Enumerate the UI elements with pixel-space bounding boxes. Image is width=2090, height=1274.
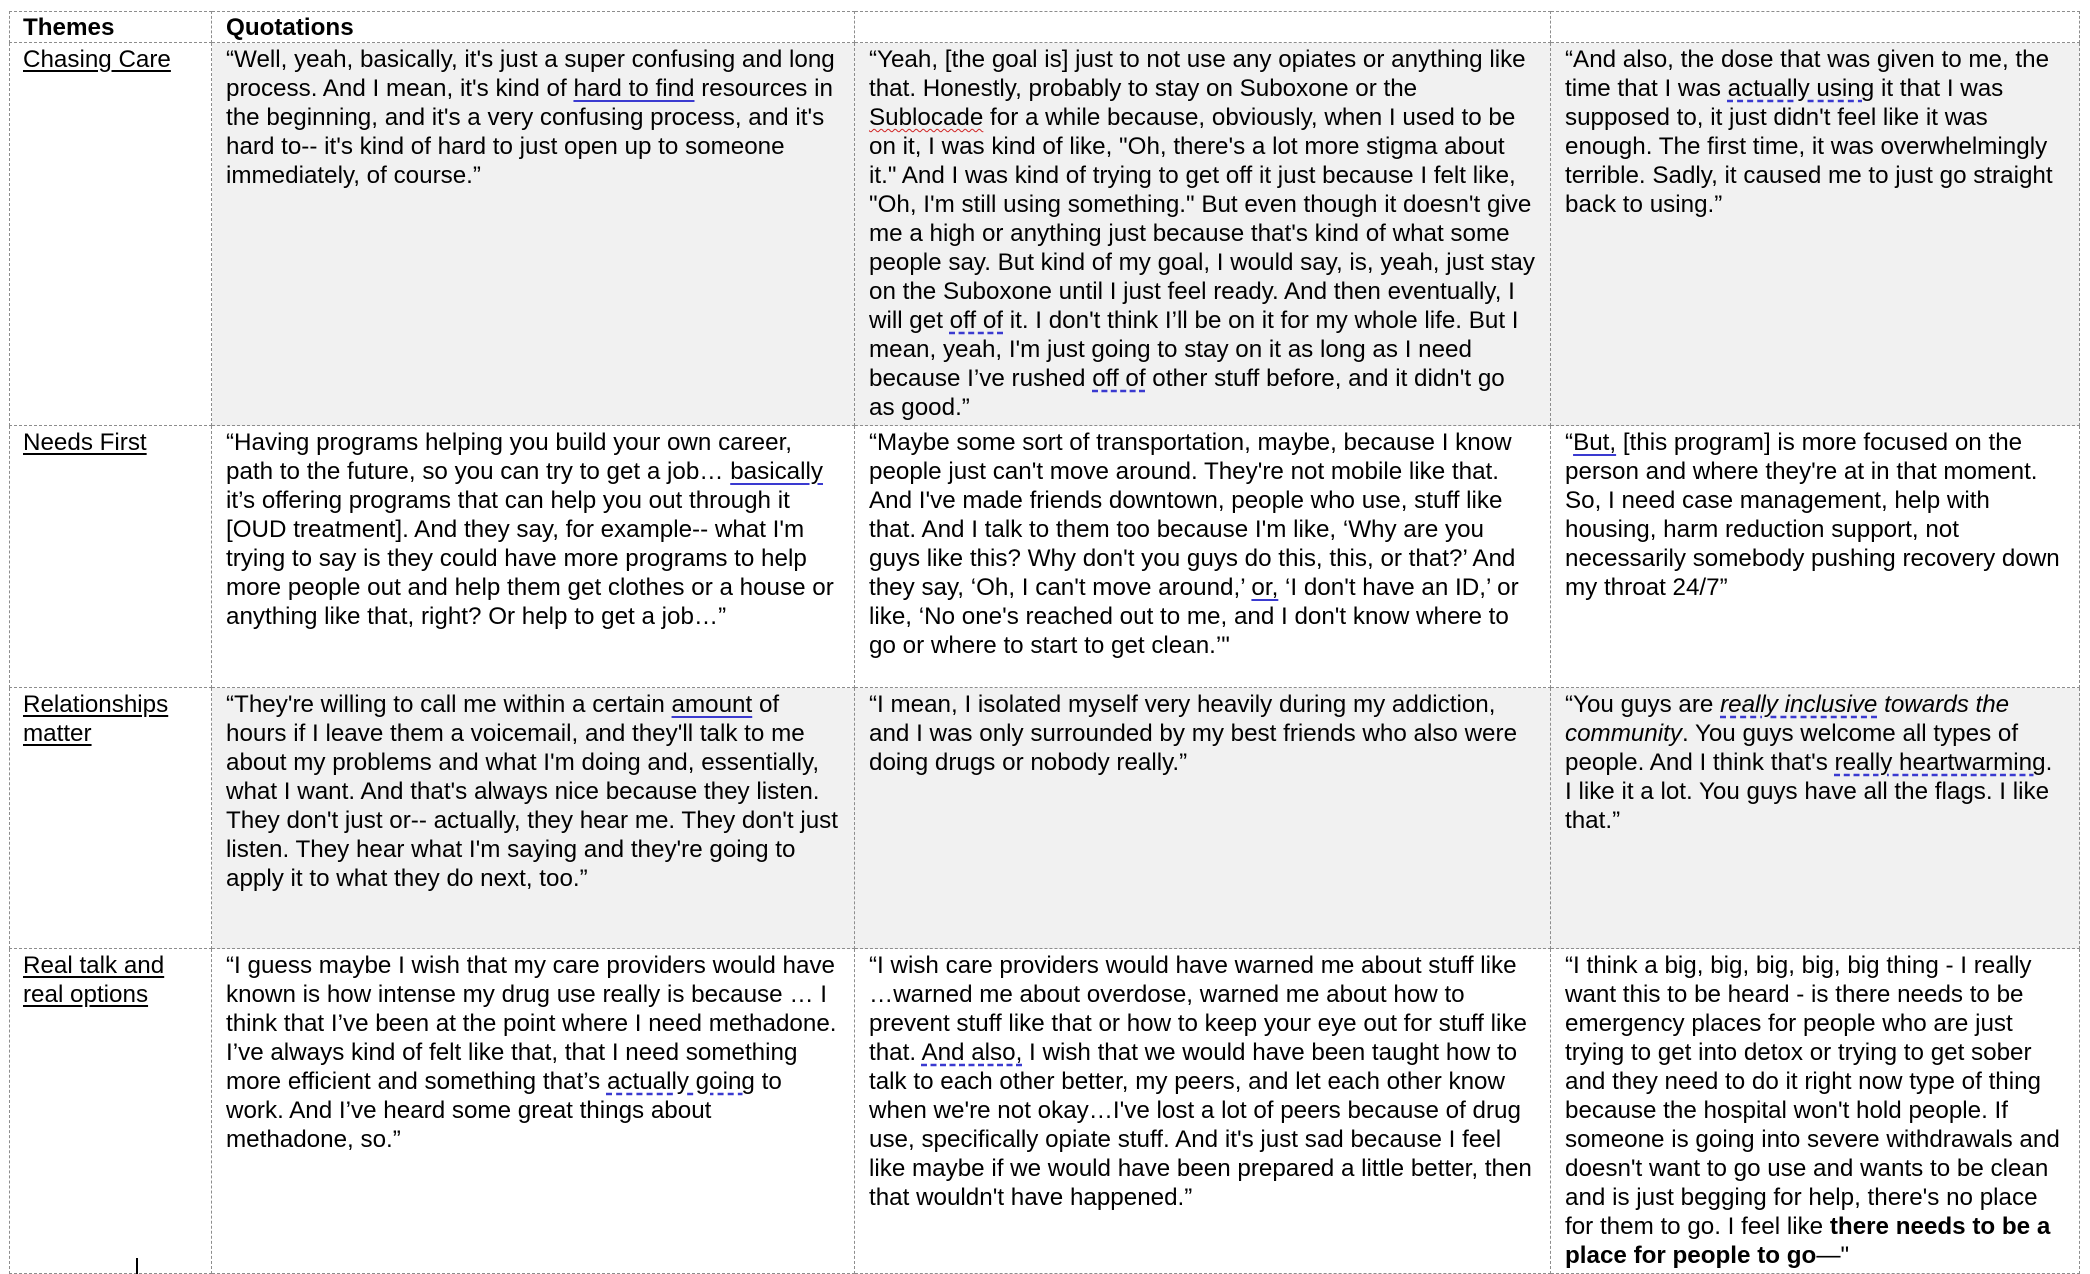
theme-label[interactable]: Chasing Care: [23, 46, 171, 73]
empty-header-cell: [1551, 12, 2080, 43]
grammar-flag[interactable]: or,: [1251, 574, 1279, 601]
grammar-flag[interactable]: actually going: [606, 1068, 755, 1095]
quote-cell: “You guys are really inclusive towards the community. You guys welcome all types of people. And I think that's really heartwarming. I like it a lot. You guys have all the flags. I like that.”: [1551, 688, 2080, 949]
grammar-flag[interactable]: But,: [1573, 429, 1617, 456]
table-row: [10, 43, 2080, 426]
theme-cell: [10, 688, 212, 949]
bold-emphasis: there needs to be a place for people to go: [1565, 1213, 2051, 1269]
theme-cell: [10, 949, 212, 1274]
theme-cell: [10, 426, 212, 688]
grammar-flag[interactable]: off of: [949, 307, 1004, 334]
table-row: [10, 688, 2080, 949]
empty-header-cell: [855, 12, 1551, 43]
quote-cell: “I wish care providers would have warned me about stuff like …warned me about overdose, warned me about how to prevent stuff like that or how to keep your eye out for stuff like that. And also, I wish that we would have been taught how to talk to each other better, my peers, and let each other know when we're not okay…I've lost a lot of peers because of drug use, specifically opiate stuff. And it's just sad because I feel like maybe if we would have been prepared a little better, then that wouldn't have happened.”: [855, 949, 1551, 1274]
grammar-flag[interactable]: actually using: [1727, 75, 1875, 102]
grammar-flag[interactable]: And also,: [921, 1039, 1023, 1066]
quote-cell: “I guess maybe I wish that my care providers would have known is how intense my drug use really is because … I think that I’ve been at the point where I need methadone. I’ve always kind of felt like that, that I need something more efficient and something that’s actually going to work. And I’ve heard some great things about methadone, so.”: [212, 949, 855, 1274]
theme-label[interactable]: Relationships matter: [23, 691, 169, 747]
quote-cell: “I mean, I isolated myself very heavily during my addiction, and I was only surrounded by my best friends who also were doing drugs or nobody really.”: [855, 688, 1551, 949]
grammar-flag[interactable]: amount: [671, 691, 753, 718]
quote-cell: “Having programs helping you build your own career, path to the future, so you can try to get a job… basically it’s offering programs that can help you out through it [OUD treatment]. And they say, for example-- what I'm trying to say is they could have more programs to help more people out and help them get clothes or a house or anything like that, right? Or help to get a job…”: [212, 426, 855, 688]
quote-cell: “And also, the dose that was given to me, the time that I was actually using it that I was supposed to, it just didn't feel like it was enough. The first time, it was overwhelmingly terrible. Sadly, it caused me to just go straight back to using.”: [1551, 43, 2080, 426]
theme-label[interactable]: Real talk and real options: [23, 952, 165, 1008]
quotations-header: Quotations: [212, 12, 855, 43]
quote-cell: “But, [this program] is more focused on the person and where they're at in that moment. So, I need case management, help with housing, harm reduction support, not necessarily somebody pushing recovery down my throat 24/7”: [1551, 426, 2080, 688]
spelling-flag[interactable]: Sublocade: [869, 104, 984, 131]
quote-cell: “Well, yeah, basically, it's just a super confusing and long process. And I mean, it's kind of hard to find resources in the beginning, and it's a very confusing process, and it's hard to-- it's kind of hard to just open up to someone immediately, of course.”: [212, 43, 855, 426]
theme-label[interactable]: Needs First: [23, 429, 147, 456]
grammar-flag[interactable]: really inclusive: [1720, 691, 1878, 718]
grammar-flag[interactable]: off of: [1092, 365, 1146, 392]
grammar-flag[interactable]: hard to find: [573, 75, 695, 102]
quote-cell: “They're willing to call me within a certain amount of hours if I leave them a voicemail, and they'll talk to me about my problems and what I'm doing and, essentially, what I want. And that's always nice because they listen. They don't just or-- actually, they hear me. They don't just listen. They hear what I'm saying and they're going to apply it to what they do next, too.”: [212, 688, 855, 949]
table-row: [10, 426, 2080, 688]
grammar-flag[interactable]: basically: [730, 458, 823, 485]
text-cursor: [136, 1258, 138, 1274]
table-row: [10, 949, 2080, 1274]
quote-cell: “Maybe some sort of transportation, maybe, because I know people just can't move around. They're not mobile like that. And I've made friends downtown, people who use, stuff like that. And I talk to them too because I'm like, ‘Why are you guys like this? Why don't you guys do this, this, or that?’ And they say, ‘Oh, I can't move around,’ or, ‘I don't have an ID,’ or like, ‘No one's reached out to me, and I don't know where to go or where to start to get clean.’": [855, 426, 1551, 688]
grammar-flag[interactable]: really heartwarming: [1834, 749, 2046, 776]
themes-quotations-table: [9, 11, 2080, 1274]
quote-cell: “I think a big, big, big, big, big thing - I really want this to be heard - is there needs to be emergency places for people who are just trying to get into detox or trying to get sober and they need to do it right now type of thing because the hospital won't hold people. If someone is going into severe withdrawals and doesn't want to go use and wants to be clean and is just begging for help, there's no place for them to go. I feel like there needs to be a place for people to go—": [1551, 949, 2080, 1274]
table-header-row: [10, 12, 2080, 43]
themes-header: Themes: [10, 12, 212, 43]
quote-cell: “Yeah, [the goal is] just to not use any opiates or anything like that. Honestly, probably to stay on Suboxone or the Sublocade for a while because, obviously, when I used to be on it, I was kind of like, "Oh, there's a lot more stigma about it." And I was kind of trying to get off it just because I felt like, "Oh, I'm still using something." But even though it doesn't give me a high or anything just because that's kind of what some people say. But kind of my goal, I would say, is, yeah, just stay on the Suboxone until I just feel ready. And then eventually, I will get off of it. I don't think I’ll be on it for my whole life. But I mean, yeah, I'm just going to stay on it as long as I need because I’ve rushed off of other stuff before, and it didn't go as good.”: [855, 43, 1551, 426]
theme-cell: [10, 43, 212, 426]
